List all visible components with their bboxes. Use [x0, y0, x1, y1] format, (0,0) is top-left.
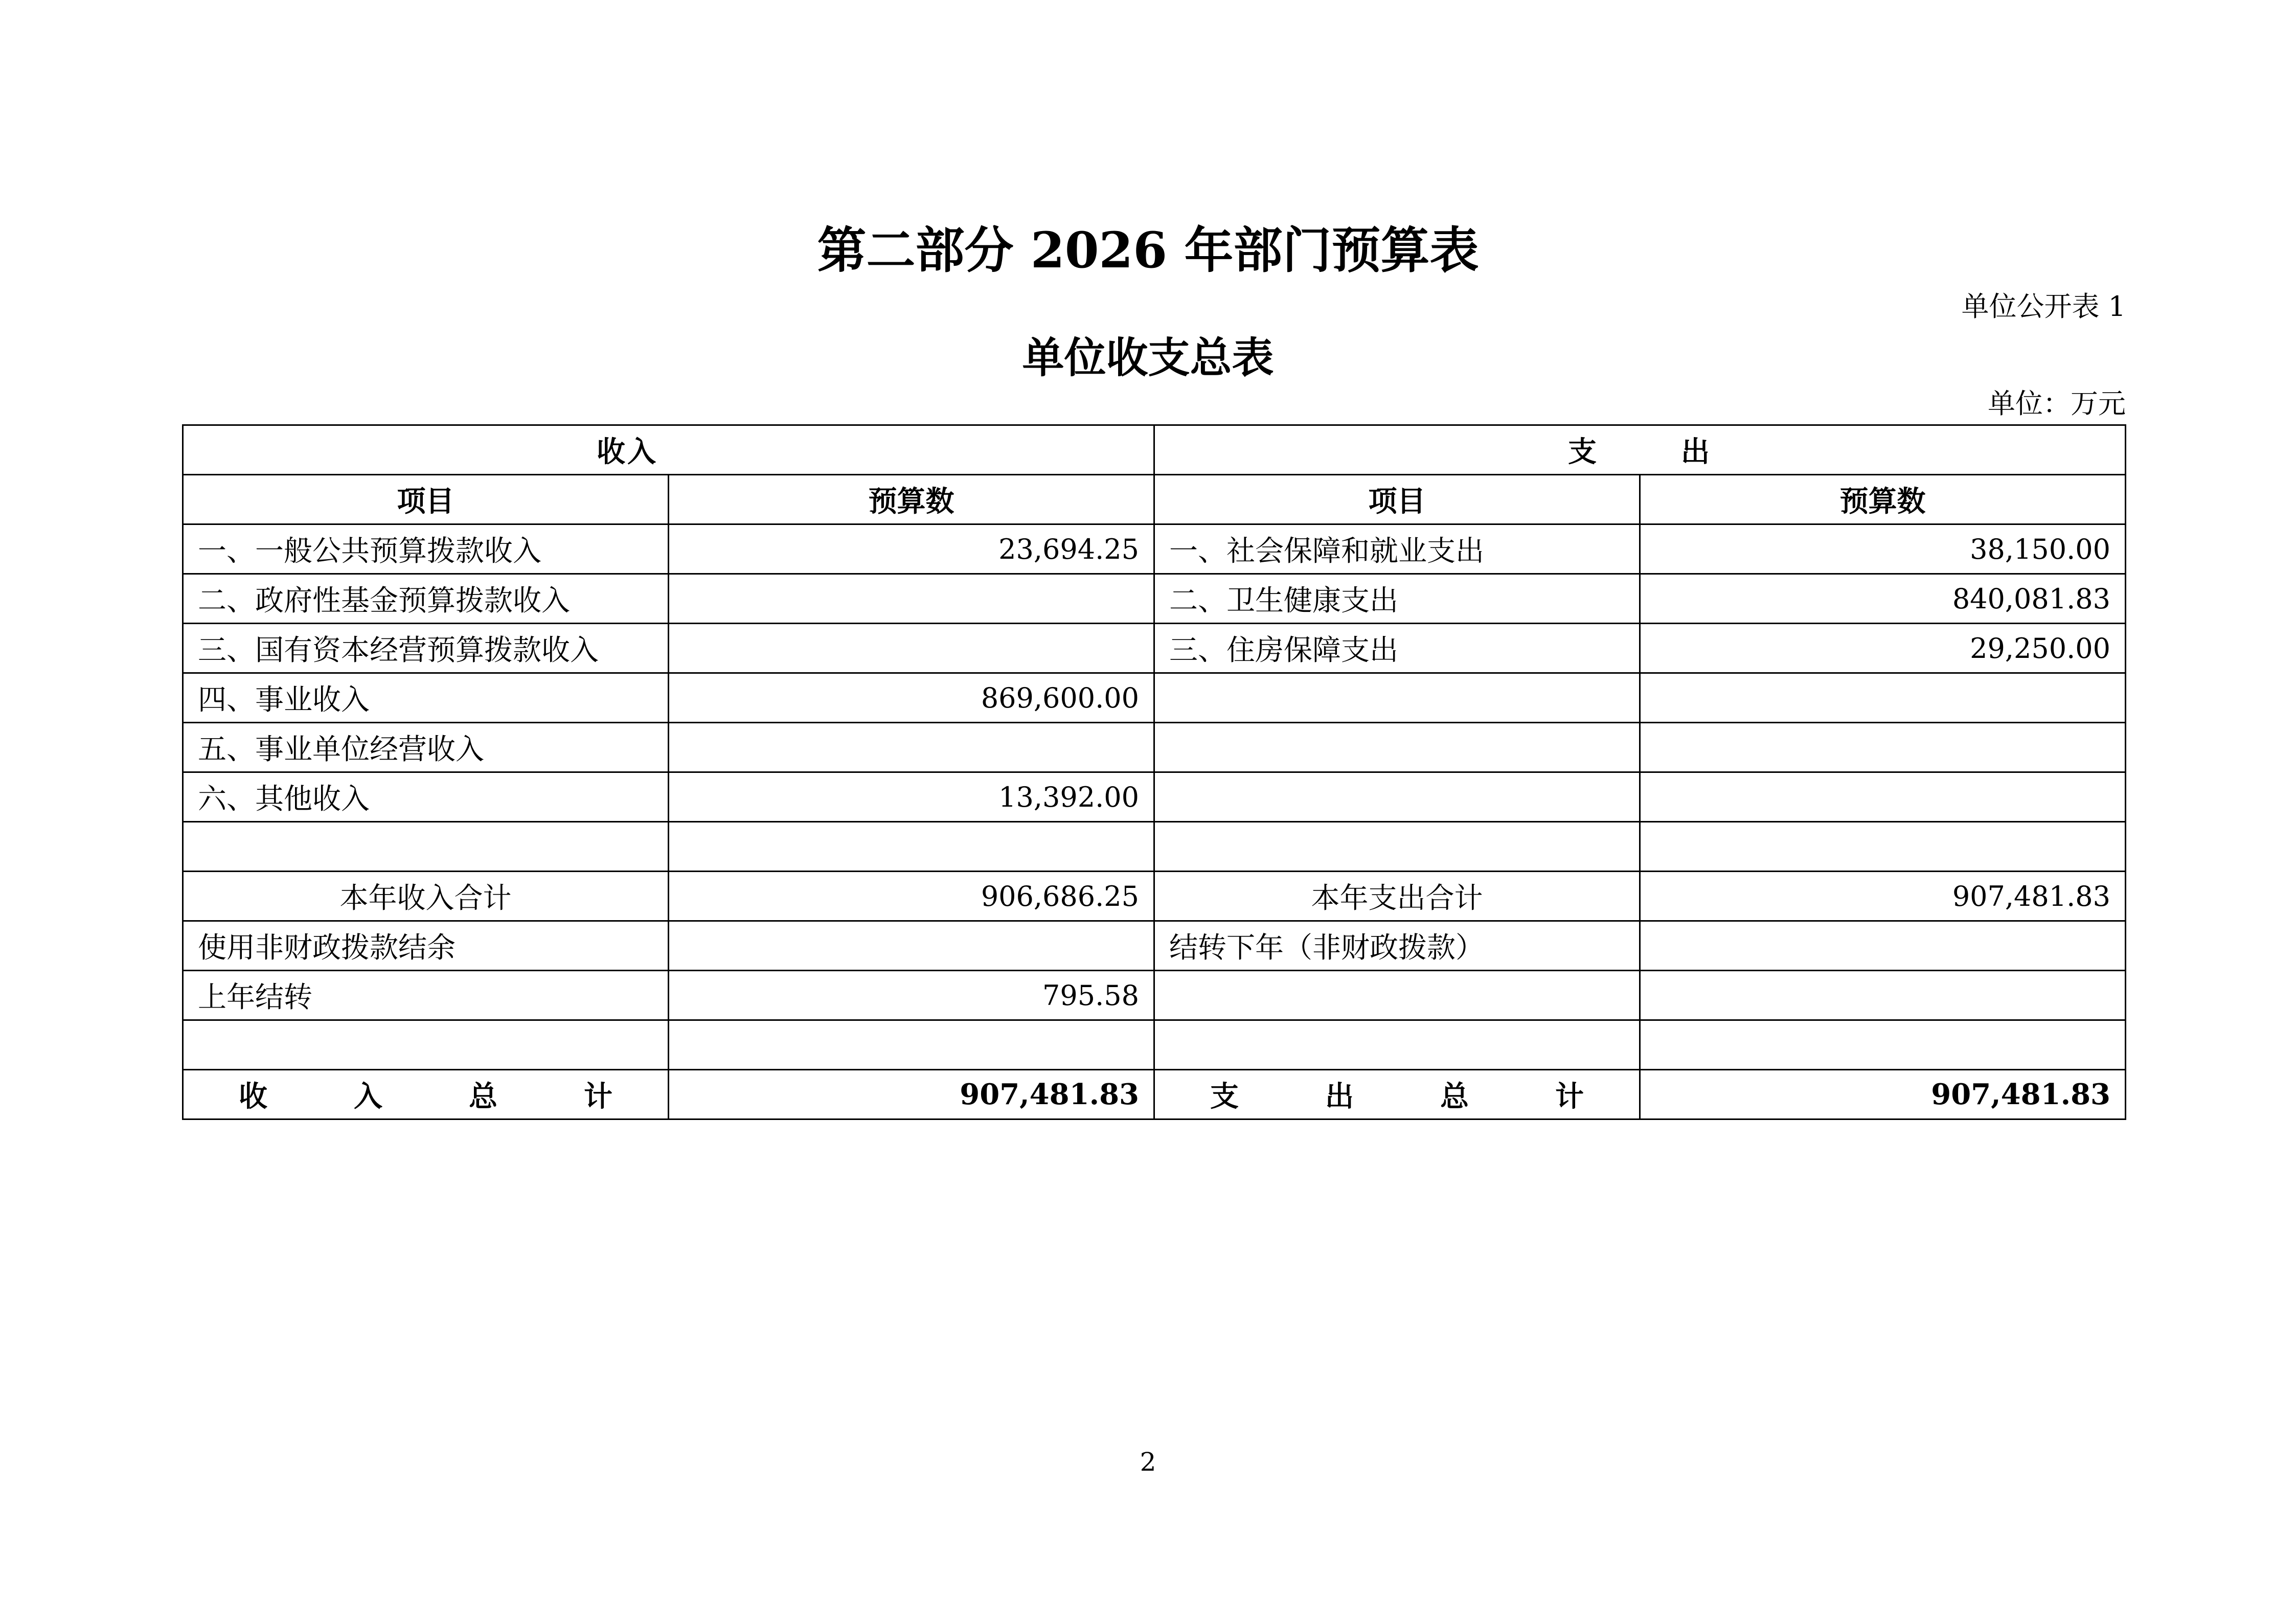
table-row — [183, 624, 2126, 673]
expense-item-cell — [1154, 772, 1640, 822]
unit-label: 单位：万元 — [1988, 387, 2126, 420]
income-item-cell — [183, 822, 669, 872]
income-amount-cell — [669, 921, 1154, 971]
expense-item-cell — [1154, 723, 1640, 772]
expense-total-char: 计 — [1555, 1080, 1584, 1113]
expense-total-char: 支 — [1210, 1080, 1239, 1113]
income-amount-cell — [669, 822, 1154, 872]
table-row — [183, 524, 2126, 574]
income-amount-cell — [669, 1020, 1154, 1070]
expense-item-cell — [1154, 971, 1640, 1020]
income-total-char: 入 — [354, 1080, 382, 1113]
expense-amount-cell — [1640, 822, 2126, 872]
budget-table — [182, 424, 2126, 1120]
expense-amount-cell — [1640, 772, 2126, 822]
expense-section-char: 出 — [1681, 435, 1712, 469]
income-amount-cell: 13,392.00 — [669, 772, 1154, 822]
income-item-cell: 四、事业收入 — [183, 673, 669, 723]
expense-amount-cell — [1640, 1020, 2126, 1070]
income-amount-cell: 795.58 — [669, 971, 1154, 1020]
income-amount-cell — [669, 624, 1154, 673]
table-row — [183, 673, 2126, 723]
expense-item-cell — [1154, 822, 1640, 872]
income-amount-header: 预算数 — [669, 475, 1154, 524]
expense-item-cell — [1154, 1020, 1640, 1070]
income-item-cell — [183, 1020, 669, 1070]
section-header-row — [183, 425, 2126, 475]
income-item-cell: 一、一般公共预算拨款收入 — [183, 524, 669, 574]
income-amount-cell — [669, 723, 1154, 772]
income-amount-cell: 869,600.00 — [669, 673, 1154, 723]
table-title: 单位收支总表 — [1022, 333, 1274, 382]
income-item-cell: 二、政府性基金预算拨款收入 — [183, 574, 669, 624]
income-item-cell: 使用非财政拨款结余 — [183, 921, 669, 971]
income-amount-cell: 23,694.25 — [669, 524, 1154, 574]
form-code-label: 单位公开表 1 — [1961, 290, 2126, 323]
income-total-char: 总 — [469, 1080, 497, 1113]
income-item-cell: 六、其他收入 — [183, 772, 669, 822]
expense-amount-cell — [1640, 971, 2126, 1020]
expense-amount-cell: 29,250.00 — [1640, 624, 2126, 673]
expense-section-header — [1154, 425, 2126, 475]
income-item-header: 项目 — [183, 475, 669, 524]
expense-total-amount: 907,481.83 — [1640, 1070, 2126, 1119]
table-row — [183, 822, 2126, 872]
income-section-char: 收 — [597, 435, 627, 469]
expense-item-cell: 结转下年（非财政拨款） — [1154, 921, 1640, 971]
expense-amount-cell — [1640, 921, 2126, 971]
expense-amount-cell — [1640, 723, 2126, 772]
income-total-amount: 907,481.83 — [669, 1070, 1154, 1119]
expense-total-label — [1154, 1070, 1640, 1119]
expense-item-cell — [1154, 673, 1640, 723]
column-header-row — [183, 475, 2126, 524]
income-subtotal-amount: 906,686.25 — [669, 872, 1154, 921]
table-row — [183, 1020, 2126, 1070]
expense-item-cell: 二、卫生健康支出 — [1154, 574, 1640, 624]
expense-amount-cell: 840,081.83 — [1640, 574, 2126, 624]
income-section-header — [183, 425, 1154, 475]
income-total-char: 计 — [584, 1080, 612, 1113]
income-item-cell: 上年结转 — [183, 971, 669, 1020]
expense-amount-cell: 38,150.00 — [1640, 524, 2126, 574]
expense-amount-header: 预算数 — [1640, 475, 2126, 524]
expense-subtotal-label: 本年支出合计 — [1154, 872, 1640, 921]
page-number: 2 — [1140, 1447, 1156, 1477]
expense-section-char: 支 — [1568, 435, 1599, 469]
table-row — [183, 723, 2126, 772]
income-total-label — [183, 1070, 669, 1119]
income-item-cell: 三、国有资本经营预算拨款收入 — [183, 624, 669, 673]
income-item-cell: 五、事业单位经营收入 — [183, 723, 669, 772]
income-total-char: 收 — [239, 1080, 267, 1113]
income-amount-cell — [669, 574, 1154, 624]
expense-item-cell: 三、住房保障支出 — [1154, 624, 1640, 673]
total-row — [183, 1070, 2126, 1119]
expense-item-header: 项目 — [1154, 475, 1640, 524]
expense-item-cell: 一、社会保障和就业支出 — [1154, 524, 1640, 574]
table-row — [183, 971, 2126, 1020]
expense-total-char: 出 — [1325, 1080, 1354, 1113]
table-row — [183, 921, 2126, 971]
expense-subtotal-amount: 907,481.83 — [1640, 872, 2126, 921]
expense-amount-cell — [1640, 673, 2126, 723]
expense-total-char: 总 — [1440, 1080, 1469, 1113]
income-section-char: 入 — [627, 435, 658, 469]
table-row — [183, 772, 2126, 822]
income-subtotal-label: 本年收入合计 — [183, 872, 669, 921]
subtotal-row — [183, 872, 2126, 921]
table-row — [183, 574, 2126, 624]
page-title: 第二部分 2026 年部门预算表 — [817, 221, 1479, 279]
